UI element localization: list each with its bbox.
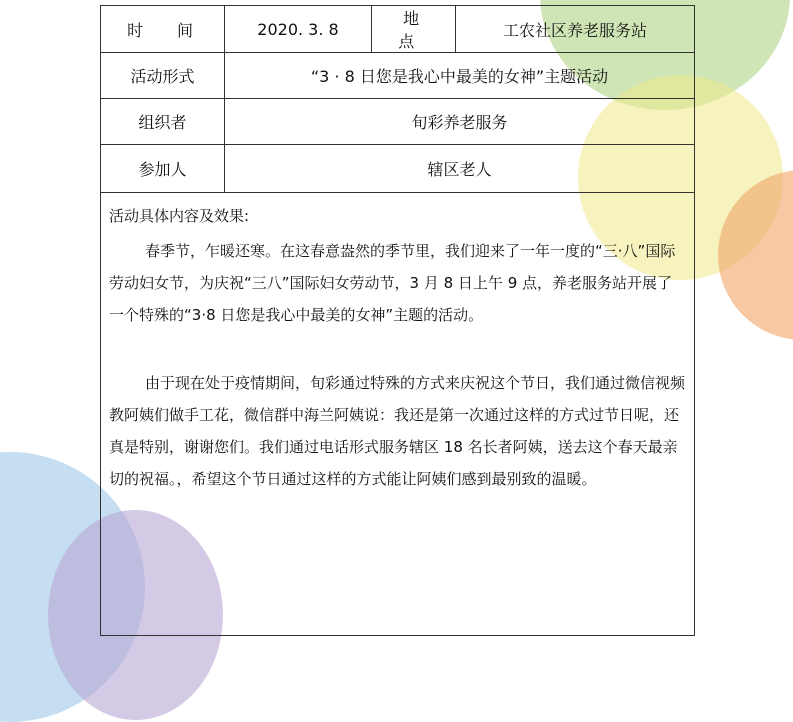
activity-record-table	[100, 5, 695, 636]
organizer-label: 组织者	[101, 99, 225, 145]
content-paragraph-2: 由于现在处于疫情期间，旬彩通过特殊的方式来庆祝这个节日，我们通过微信视频教阿姨们做手工花，微信群中海兰阿姨说：我还是第一次通过这样的方式过节日呢，还真是特别，谢谢您们。我们通过电话形式服务辖区 18 名长者阿姨，送去这个春天最亲切的祝福。，希望这个节日通过这样的方式能让阿姨们感到最别致的温暖。	[109, 374, 686, 488]
place-value: 工农社区养老服务站	[456, 6, 695, 53]
form-value: “3 · 8 日您是我心中最美的女神”主题活动	[225, 53, 695, 99]
participants-label: 参加人	[101, 145, 225, 193]
row-content	[101, 193, 695, 636]
form-label: 活动形式	[101, 53, 225, 99]
row-activity-form	[101, 53, 695, 99]
row-participants	[101, 145, 695, 193]
paragraph-gap	[109, 331, 686, 361]
row-organizer	[101, 99, 695, 145]
row-time-place	[101, 6, 695, 53]
time-label: 时 间	[101, 6, 225, 53]
content-heading: 活动具体内容及效果:	[109, 207, 250, 225]
organizer-value: 旬彩养老服务	[225, 99, 695, 145]
content-paragraph-1: 春季节，乍暖还寒。在这春意盎然的季节里，我们迎来了一年一度的“三·八”国际劳动妇女节，为庆祝“三八”国际妇女劳动节，3 月 8 日上午 9 点，养老服务站开展了一个特殊的“3·8 日您是我心中最美的女神”主题的活动。	[109, 242, 676, 324]
content-cell	[101, 193, 695, 636]
time-value: 2020. 3. 8	[225, 6, 372, 53]
place-label: 地 点	[372, 6, 456, 53]
participants-value: 辖区老人	[225, 145, 695, 193]
